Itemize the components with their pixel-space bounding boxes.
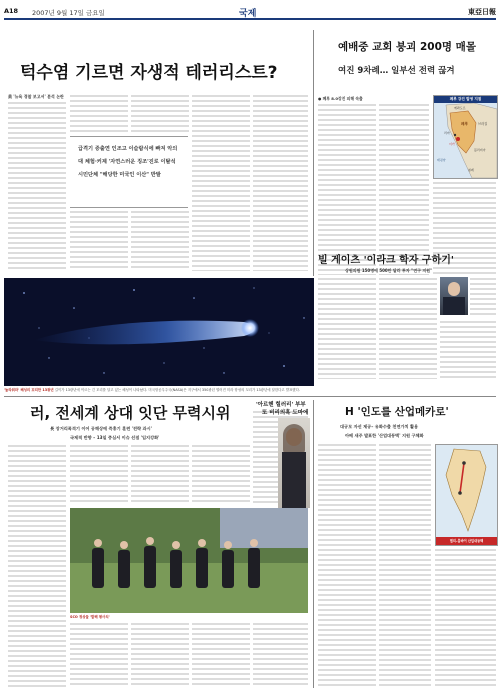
article-headline: 턱수염 기르면 자생적 테러리스트? [20, 63, 278, 83]
sco-photo-graphic [70, 508, 308, 613]
russia-body-col-1 [8, 444, 66, 687]
gates-body-col-3 [440, 320, 496, 379]
horizontal-rule [4, 396, 496, 397]
map-label-chile: 칠레 [468, 168, 474, 172]
russia-body-col-3 [131, 622, 189, 687]
cfk-dress [282, 452, 306, 508]
page-number: A18 [4, 7, 19, 15]
russia-body-col-2 [70, 622, 128, 687]
lima-marker [454, 134, 456, 136]
article-byline: 美 '뉴욕 경찰 보고서' 분석 논란 [8, 94, 64, 99]
russia-body-col-4 [192, 622, 250, 687]
india-map-title: 델리–뭄바이 산업대동맥 [436, 537, 497, 545]
peru-body-col-2 [379, 103, 429, 275]
india-map [435, 444, 498, 546]
russia-subheadline-1: 長 장거리폭격기 이어 공해상에 즉흥기 훈련 '전략 과시' [50, 426, 152, 431]
india-body-col-3 [435, 548, 496, 687]
cfk-photo [278, 418, 310, 508]
peru-byline: ● 페루 8.0강진 피해 속출 [318, 96, 363, 101]
gates-body-col-2 [379, 277, 437, 379]
india-body-col-2 [379, 443, 431, 687]
pullquote-text: 급격기 증출연 인조고 이슬람식에 빠져 악의대 체험·커제 '자연스러운 징조'진로 이탈석 시민단체 "해당한 미국인 이산" 반발 [78, 146, 178, 178]
peru-map-title: 페루 강진 발생 지점 [434, 96, 497, 103]
epicenter-marker [456, 137, 460, 141]
peru-subheadline: 여진 9차례… 일부선 전력 끊겨 [338, 66, 455, 76]
article-body-col-3 [131, 210, 189, 271]
issue-date: 2007년 9월 17일 금요일 [32, 9, 105, 17]
gates-headline: 빌 게이츠 '이라크 학자 구하기' [318, 255, 454, 266]
india-map-graphic [436, 445, 497, 537]
peru-map-graphic [434, 103, 497, 178]
india-subheadline-1: 대규모 자선 제공– 유화수출 천연가치 활용 [340, 424, 419, 429]
peru-headline: 예배중 교회 붕괴 200명 매몰 [338, 41, 476, 53]
pullquote-box [70, 136, 188, 208]
cfk-headline: '아르헨 힐러리' 부부 [256, 402, 306, 408]
portrait-face [448, 282, 460, 296]
cfk-subheadline: 또 비리의혹 도마에 [262, 410, 309, 416]
column-divider [313, 30, 314, 276]
india-subheadline-2: 아베 새주 발표한 '산업대동맥' 지원 구체화 [345, 433, 424, 438]
map-label-ica: 이카 [449, 142, 455, 146]
map-label-pacific: 태평양 [437, 158, 446, 162]
comet-caption [4, 388, 496, 393]
article-body-col-5 [253, 94, 308, 271]
map-label-brazil: 브라질 [478, 122, 488, 126]
article-body-col-3-top [131, 94, 189, 134]
article-body-col-2 [70, 210, 128, 271]
russia-body-col-4-top [192, 444, 250, 504]
comet-caption-text: 길이가 13광년에 이르는 긴 꼬리를 달고 있는 혜성이 나타났다. 미국항공우주국(NASA)은 지구에서 350광년 떨어진 미라 항성의 꼬리가 13광년에 달한다고 발표했다. [54, 388, 300, 392]
page-header [4, 6, 496, 20]
newspaper-logo: 東亞日報 [468, 8, 496, 16]
india-headline: H '인도를 산업메카로' [345, 406, 449, 418]
sco-caption [70, 615, 308, 620]
india-body-col-1 [318, 443, 376, 687]
gates-subheadline: 상원의원 150명에 500만 달러 투자 "연구 지원" [345, 268, 433, 273]
column-divider-lower [313, 400, 314, 688]
gates-portrait [440, 277, 468, 315]
section-title: 국제 [239, 9, 257, 19]
comet-caption-label: '놀라워라' 혜성의 꼬리만 13광년 [4, 388, 54, 392]
comet-image [4, 278, 314, 386]
gates-sidebar-text [470, 277, 496, 317]
article-body-col-4 [192, 94, 250, 271]
cfk-hair [283, 424, 305, 454]
map-label-ecuador: 에콰도르 [454, 106, 466, 110]
peru-map [433, 95, 498, 179]
russia-body-col-2-top [70, 444, 128, 504]
russia-headline: 러, 전세계 상대 잇단 무력시위 [30, 404, 231, 422]
russia-subheadline-2: 국제적 반향 – 13일 중심서 이슈 선점 '입지강화' [70, 435, 160, 440]
peru-body-col-1 [318, 103, 376, 275]
sco-photo [70, 508, 308, 613]
russia-body-col-3-top [131, 444, 189, 504]
article-body-col-1 [8, 101, 66, 271]
mumbai-marker [458, 491, 462, 495]
gates-body-col-1 [318, 277, 376, 379]
article-body-col-2-top [70, 94, 128, 134]
comet-photo [4, 278, 314, 386]
map-label-lima: 리마 [444, 131, 450, 135]
sco-caption-label: SCO 정상들 '발해 평사치' [70, 615, 110, 619]
map-label-peru: 페루 [461, 122, 468, 126]
delhi-marker [462, 461, 466, 465]
portrait-suit [443, 297, 465, 315]
russia-body-col-5 [253, 622, 308, 687]
map-label-bolivia: 볼리비아 [474, 148, 486, 152]
